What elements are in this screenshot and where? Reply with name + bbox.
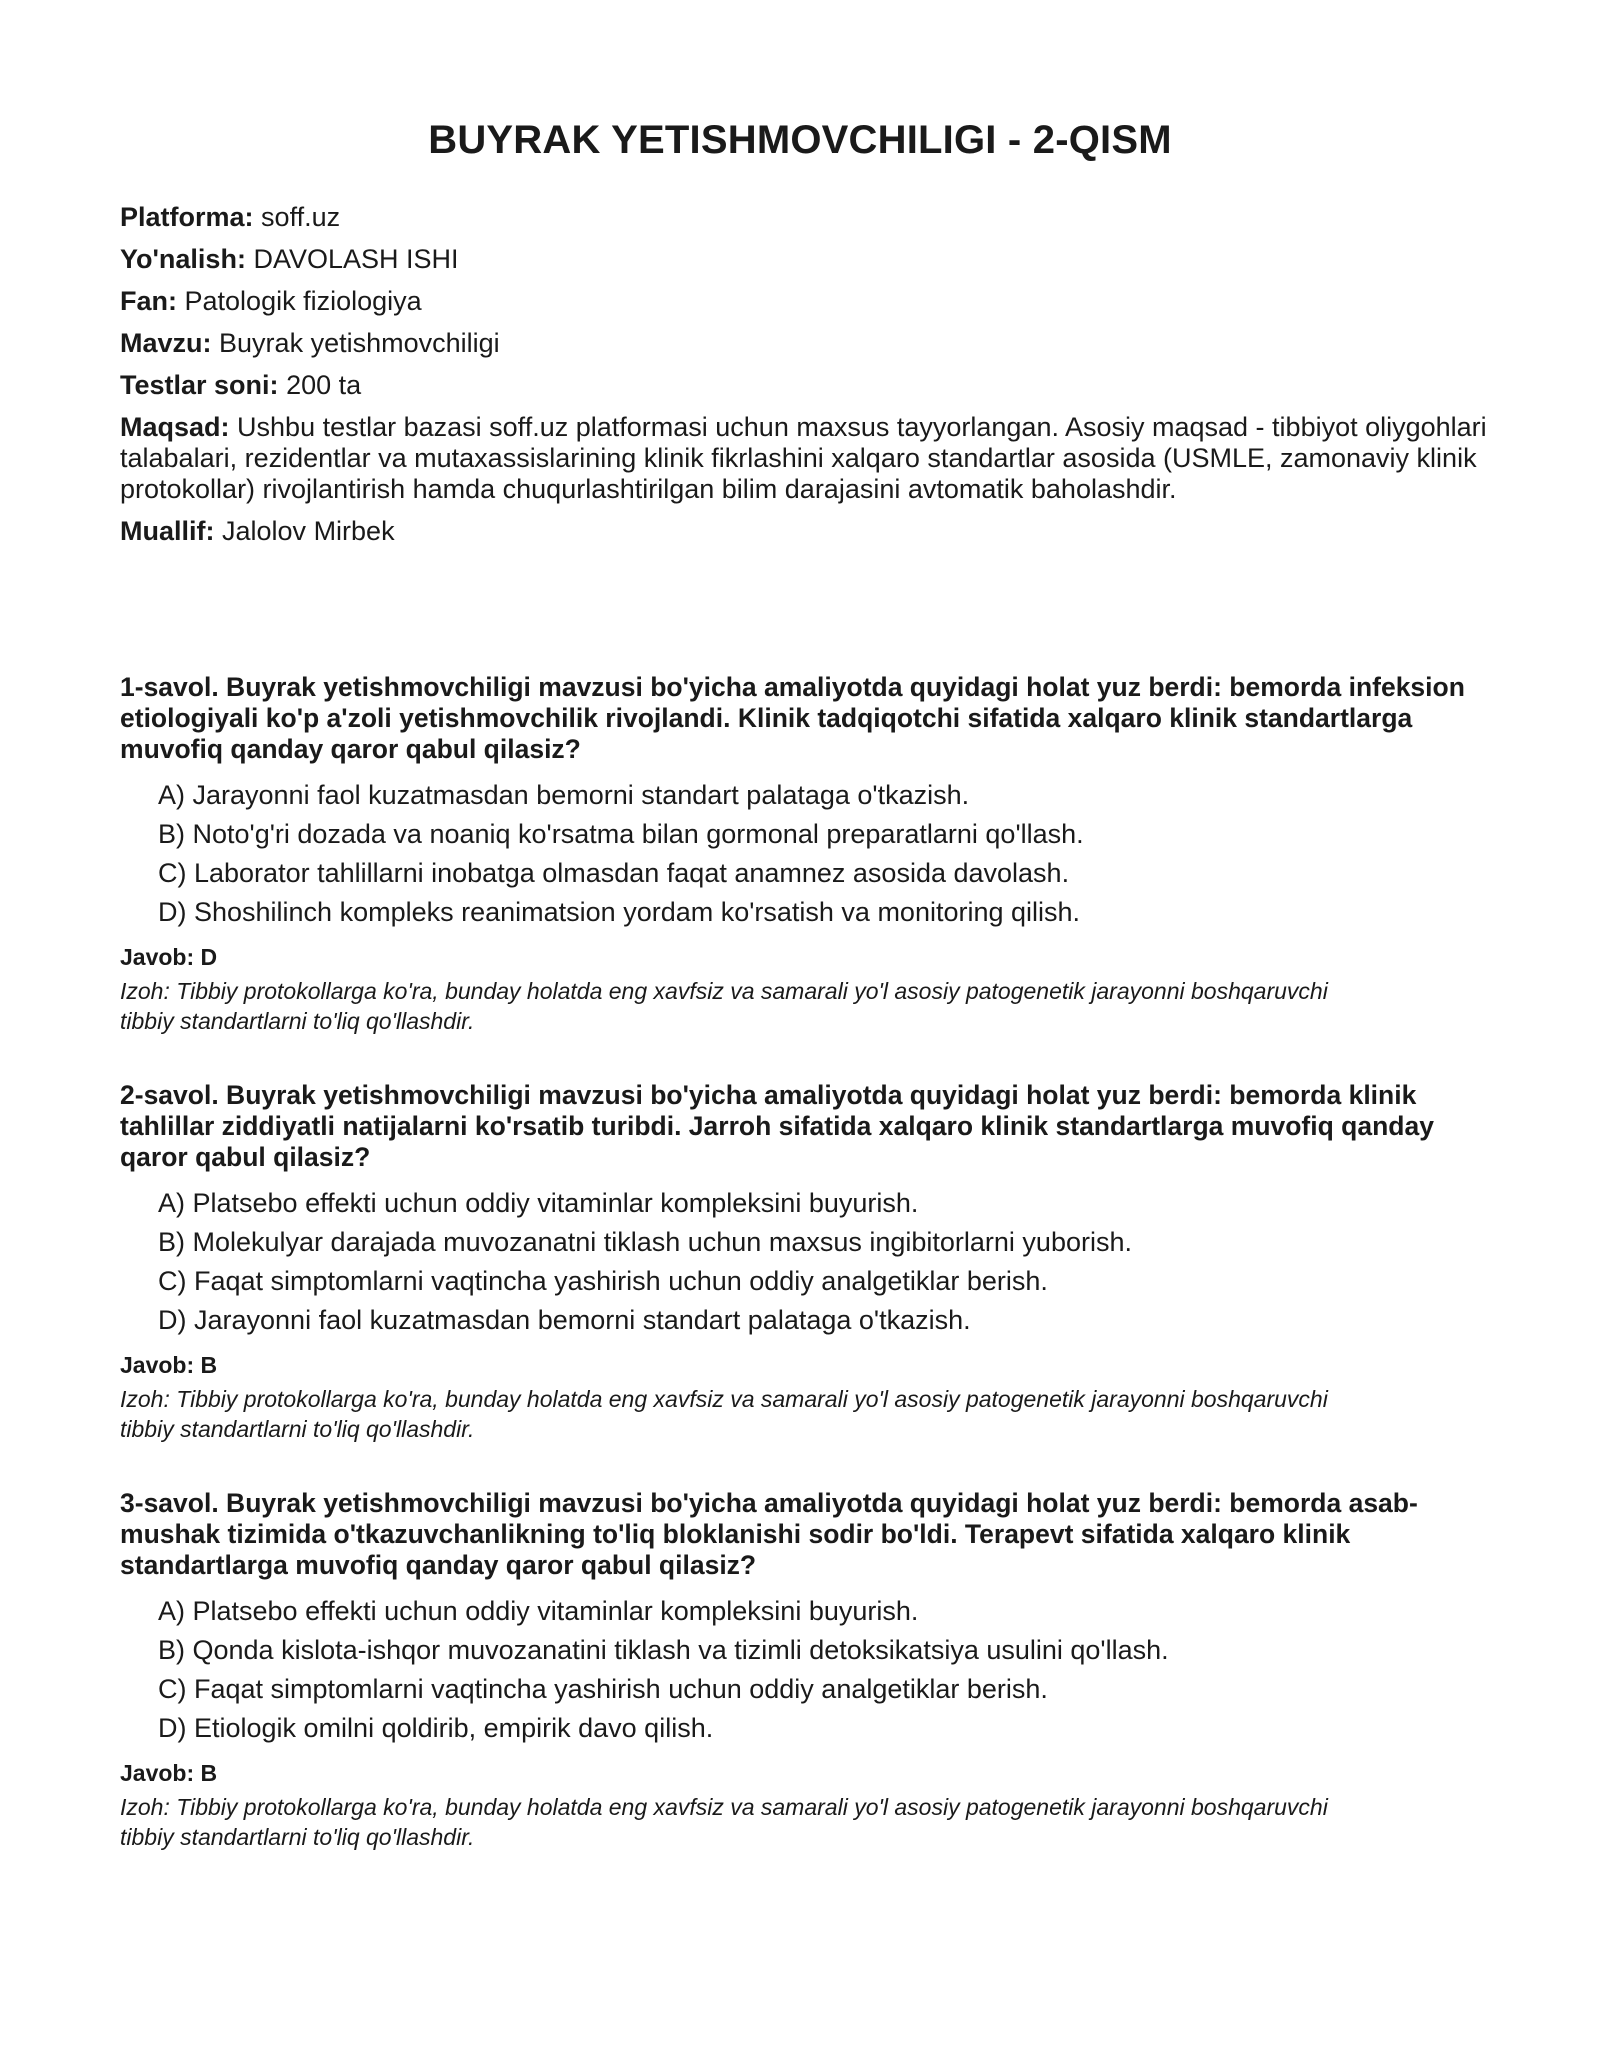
meta-fan: [120, 286, 1490, 317]
meta-label: Platforma:: [120, 202, 254, 232]
meta-label: Yo'nalish:: [120, 244, 246, 274]
answer-options: [120, 1184, 1490, 1340]
question-list: [120, 672, 1490, 1896]
meta-maqsad: [120, 412, 1490, 505]
meta-testlar-soni: [120, 370, 1490, 401]
option-c: C) Faqat simptomlarni vaqtincha yashirish uchun oddiy analgetiklar berish.: [158, 1674, 1048, 1704]
question-1: [120, 672, 1490, 1080]
explanation-note: Izoh: Tibbiy protokollarga ko'ra, bunday holatda eng xavfsiz va samarali yo'l asosiy patogenetik jarayonni boshqaruvchi tibbiy standartlarni to'liq qo'llashdir.: [120, 978, 1328, 1034]
meta-value: 200 ta: [286, 370, 362, 400]
option-a: A) Platsebo effekti uchun oddiy vitaminlar kompleksini buyurish.: [158, 1596, 919, 1626]
explanation-note: Izoh: Tibbiy protokollarga ko'ra, bunday holatda eng xavfsiz va samarali yo'l asosiy patogenetik jarayonni boshqaruvchi tibbiy standartlarni to'liq qo'llashdir.: [120, 1386, 1328, 1442]
meta-value: soff.uz: [261, 202, 341, 232]
option-b: B) Qonda kislota-ishqor muvozanatini tiklash va tizimli detoksikatsiya usulini qo'llash.: [158, 1635, 1169, 1665]
correct-answer: Javob: D: [120, 944, 218, 970]
meta-platforma: [120, 202, 1490, 233]
meta-label: Testlar soni:: [120, 370, 279, 400]
question-2: [120, 1080, 1490, 1488]
meta-label: Fan:: [120, 286, 177, 316]
meta-label: Muallif:: [120, 516, 215, 546]
question-text: 1-savol. Buyrak yetishmovchiligi mavzusi bo'yicha amaliyotda quyidagi holat yuz berdi: bemorda infeksion etiologiyali ko'p a'zoli yetishmovchilik rivojlandi. Klinik tadqiqotchi sifatida xalqaro klinik standartlarga muvofiq qanday qaror qabul qilasiz?: [120, 672, 1465, 764]
answer-options: [120, 1592, 1490, 1748]
meta-yonalish: [120, 244, 1490, 275]
document-title: BUYRAK YETISHMOVCHILIGI - 2-QISM: [428, 118, 1172, 162]
question-3: [120, 1488, 1490, 1896]
explanation-note: Izoh: Tibbiy protokollarga ko'ra, bunday holatda eng xavfsiz va samarali yo'l asosiy patogenetik jarayonni boshqaruvchi tibbiy standartlarni to'liq qo'llashdir.: [120, 1794, 1328, 1850]
meta-value: Buyrak yetishmovchiligi: [219, 328, 500, 358]
document-meta: [120, 202, 1490, 558]
option-c: C) Laborator tahlillarni inobatga olmasdan faqat anamnez asosida davolash.: [158, 858, 1070, 888]
option-b: B) Noto'g'ri dozada va noaniq ko'rsatma bilan gormonal preparatlarni qo'llash.: [158, 819, 1084, 849]
meta-value: DAVOLASH ISHI: [253, 244, 459, 274]
answer-options: [120, 776, 1490, 932]
meta-label: Mavzu:: [120, 328, 212, 358]
option-d: D) Jarayonni faol kuzatmasdan bemorni standart palataga o'tkazish.: [158, 1305, 971, 1335]
option-a: A) Jarayonni faol kuzatmasdan bemorni standart palataga o'tkazish.: [158, 780, 970, 810]
meta-muallif: [120, 516, 1490, 547]
meta-mavzu: [120, 328, 1490, 359]
meta-value: Ushbu testlar bazasi soff.uz platformasi uchun maxsus tayyorlangan. Asosiy maqsad - tibbiyot oliygohlari talabalari, rezidentlar va mutaxassislarining klinik fikrlashini xalqaro standartlar asosida (USMLE, zamonaviy klinik protokollar) rivojlantirish hamda chuqurlashtirilgan bilim darajasini avtomatik baholashdir.: [120, 412, 1487, 504]
option-d: D) Etiologik omilni qoldirib, empirik davo qilish.: [158, 1713, 714, 1743]
option-c: C) Faqat simptomlarni vaqtincha yashirish uchun oddiy analgetiklar berish.: [158, 1266, 1048, 1296]
meta-label: Maqsad:: [120, 412, 230, 442]
meta-value: Patologik fiziologiya: [184, 286, 422, 316]
option-a: A) Platsebo effekti uchun oddiy vitaminlar kompleksini buyurish.: [158, 1188, 919, 1218]
correct-answer: Javob: B: [120, 1760, 218, 1786]
option-b: B) Molekulyar darajada muvozanatni tiklash uchun maxsus ingibitorlarni yuborish.: [158, 1227, 1132, 1257]
question-text: 2-savol. Buyrak yetishmovchiligi mavzusi bo'yicha amaliyotda quyidagi holat yuz berdi: bemorda klinik tahlillar ziddiyatli natijalarni ko'rsatib turibdi. Jarroh sifatida xalqaro klinik standartlarga muvofiq qanday qaror qabul qilasiz?: [120, 1080, 1434, 1172]
correct-answer: Javob: B: [120, 1352, 218, 1378]
meta-value: Jalolov Mirbek: [222, 516, 395, 546]
option-d: D) Shoshilinch kompleks reanimatsion yordam ko'rsatish va monitoring qilish.: [158, 897, 1081, 927]
question-text: 3-savol. Buyrak yetishmovchiligi mavzusi bo'yicha amaliyotda quyidagi holat yuz berdi: bemorda asab-mushak tizimida o'tkazuvchanlikning to'liq bloklanishi sodir bo'ldi. Terapevt sifatida xalqaro klinik standartlarga muvofiq qanday qaror qabul qilasiz?: [120, 1488, 1418, 1580]
